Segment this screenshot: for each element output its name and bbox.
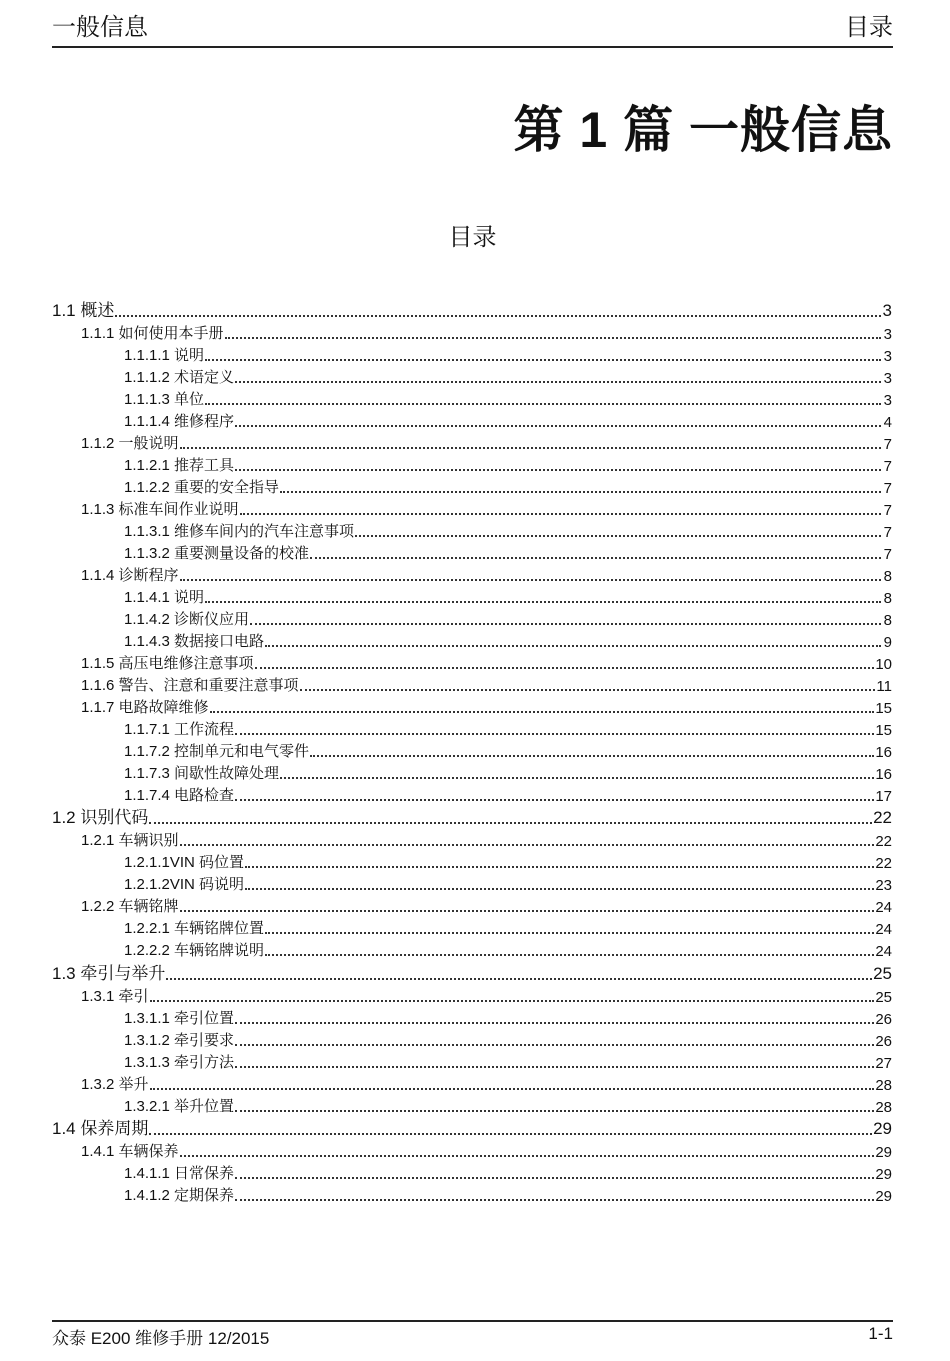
dot-leader (235, 1110, 874, 1112)
dot-leader (265, 645, 881, 647)
toc-entry-title: 1.1.2 一般说明 (81, 434, 179, 452)
toc-entry-page: 3 (883, 347, 892, 365)
dot-leader (210, 711, 875, 713)
toc-entry[interactable] (52, 783, 892, 805)
toc-entry[interactable] (52, 497, 892, 519)
toc-entry[interactable] (52, 1094, 892, 1116)
toc-entry-title: 1.3 牵引与举升 (52, 963, 166, 983)
dot-leader (205, 601, 881, 603)
toc-entry-page: 8 (883, 567, 892, 585)
toc-entry-page: 25 (875, 988, 892, 1006)
toc-entry-title: 1.1.1.1 说明 (124, 346, 205, 364)
dot-leader (235, 1044, 874, 1046)
toc-entry[interactable] (52, 960, 892, 984)
toc-entry[interactable] (52, 828, 892, 850)
toc-heading: 目录 (448, 224, 497, 251)
toc-entry-title: 1.1.2.2 重要的安全指导 (124, 478, 280, 496)
toc-entry-title: 1.1.7 电路故障维修 (81, 698, 209, 716)
toc-entry-page: 3 (883, 369, 892, 387)
dot-leader (225, 337, 881, 339)
toc-entry[interactable] (52, 607, 892, 629)
dot-leader (280, 777, 874, 779)
dot-leader (235, 1022, 874, 1024)
toc-entry[interactable] (52, 297, 892, 321)
toc-entry-title: 1.3.1.3 牵引方法 (124, 1053, 235, 1071)
toc-entry-title: 1.4.1.2 定期保养 (124, 1187, 235, 1204)
toc-entry-page: 9 (883, 633, 892, 651)
toc-entry[interactable] (52, 475, 892, 497)
toc-entry[interactable] (52, 321, 892, 343)
toc-entry[interactable] (52, 805, 892, 829)
toc-entry-title: 1.1.4.3 数据接口电路 (124, 632, 265, 650)
toc-entry-page: 7 (883, 501, 892, 519)
toc-entry[interactable] (52, 739, 892, 761)
dot-leader (150, 1088, 875, 1090)
toc-entry-title: 1.4 保养周期 (52, 1119, 149, 1138)
toc-entry-title: 1.2.2 车辆铭牌 (81, 898, 179, 915)
toc-entry[interactable] (52, 343, 892, 365)
toc-entry[interactable] (52, 1050, 892, 1072)
dot-leader (250, 623, 881, 625)
toc-entry-title: 1.1.4.2 诊断仪应用 (124, 610, 250, 628)
toc-entry-title: 1.3.2 举升 (81, 1075, 149, 1093)
toc-entry-page: 3 (882, 300, 892, 320)
toc-entry[interactable] (52, 541, 892, 563)
dot-leader (180, 579, 881, 581)
toc-entry-title: 1.1.2.1 推荐工具 (124, 456, 235, 474)
toc-entry[interactable] (52, 431, 892, 453)
toc-entry-title: 1.3.1.2 牵引要求 (124, 1031, 235, 1049)
toc-entry[interactable] (52, 585, 892, 607)
toc-entry-page: 15 (875, 699, 892, 717)
toc-entry-page: 24 (875, 899, 892, 916)
toc-entry-title: 1.3.1 牵引 (81, 987, 149, 1005)
toc-entry[interactable] (52, 1072, 892, 1094)
toc-entry[interactable] (52, 387, 892, 409)
toc-entry-page: 29 (875, 1144, 892, 1161)
toc-entry-title: 1.1.3.2 重要测量设备的校准 (124, 544, 310, 562)
toc-entry-title: 1.4.1.1 日常保养 (124, 1165, 235, 1182)
toc-entry-page: 8 (883, 589, 892, 607)
toc-entry-title: 1.1.1.3 单位 (124, 390, 205, 408)
toc-entry-title: 1.2.1 车辆识别 (81, 832, 179, 849)
toc-entry-title: 1.1.4.1 说明 (124, 588, 205, 606)
toc-entry-page: 22 (875, 855, 892, 872)
toc-entry-title: 1.3.2.1 举升位置 (124, 1097, 235, 1115)
header-section-title: 一般信息 (52, 14, 148, 41)
dot-leader (245, 866, 874, 868)
toc-entry-title: 1.2.1.2VIN 码说明 (124, 876, 245, 893)
toc-entry-title: 1.1.7.4 电路检查 (124, 786, 235, 804)
toc-entry-title: 1.1 概述 (52, 300, 115, 320)
dot-leader (235, 1199, 874, 1201)
toc-entry-page: 28 (875, 1076, 892, 1094)
toc-entry-page: 24 (875, 943, 892, 960)
toc-entry-page: 17 (875, 787, 892, 805)
toc-entry-page: 25 (873, 963, 892, 983)
dot-leader (235, 425, 881, 427)
dot-leader (180, 447, 881, 449)
toc-entry-title: 1.1.7.3 间歇性故障处理 (124, 764, 280, 782)
toc-entry[interactable] (52, 453, 892, 475)
toc-entry[interactable] (52, 695, 892, 717)
toc-entry[interactable] (52, 629, 892, 651)
toc-entry-title: 1.1.4 诊断程序 (81, 566, 179, 584)
toc-entry[interactable] (52, 717, 892, 739)
dot-leader (235, 469, 881, 471)
footer-manual-title: 众泰 E200 维修手册 12/2015 (52, 1329, 270, 1348)
dot-leader (355, 535, 881, 537)
dot-leader (235, 1177, 874, 1179)
dot-leader (240, 513, 881, 515)
toc-entry-title: 1.1.7.1 工作流程 (124, 720, 235, 738)
toc-entry[interactable] (52, 872, 892, 894)
toc-entry[interactable] (52, 938, 892, 960)
toc-entry[interactable] (52, 894, 892, 916)
dot-leader (149, 1133, 872, 1135)
footer-page-number: 1-1 (868, 1324, 893, 1343)
dot-leader (235, 1066, 874, 1068)
toc-entry-page: 23 (875, 877, 892, 894)
dot-leader (300, 689, 876, 691)
dot-leader (235, 381, 881, 383)
toc-entry-title: 1.4.1 车辆保养 (81, 1143, 179, 1160)
dot-leader (180, 910, 875, 912)
toc-entry[interactable] (52, 409, 892, 431)
toc-entry[interactable] (52, 673, 892, 695)
dot-leader (166, 978, 872, 980)
toc-entry[interactable] (52, 365, 892, 387)
toc-entry-page: 7 (883, 435, 892, 453)
toc-entry[interactable] (52, 1139, 892, 1161)
toc-entry[interactable] (52, 563, 892, 585)
toc-entry-page: 27 (875, 1054, 892, 1072)
dot-leader (180, 1155, 875, 1157)
toc-entry[interactable] (52, 1116, 892, 1140)
toc-entry-page: 7 (883, 545, 892, 563)
toc-entry-page: 24 (875, 921, 892, 938)
toc-entry-page: 29 (875, 1166, 892, 1183)
toc-entry-title: 1.2.2.2 车辆铭牌说明 (124, 942, 265, 959)
dot-leader (149, 822, 872, 824)
dot-leader (235, 733, 874, 735)
toc-entry[interactable] (52, 984, 892, 1006)
toc-entry[interactable] (52, 761, 892, 783)
toc-entry[interactable] (52, 1028, 892, 1050)
toc-entry-title: 1.1.3 标准车间作业说明 (81, 500, 239, 518)
toc-entry-page: 26 (875, 1032, 892, 1050)
toc-entry-title: 1.1.3.1 维修车间内的汽车注意事项 (124, 522, 355, 540)
dot-leader (265, 954, 874, 956)
dot-leader (265, 932, 874, 934)
toc-entry-page: 3 (883, 391, 892, 409)
page-header (52, 10, 893, 48)
toc-entry-page: 28 (875, 1098, 892, 1116)
toc-entry-page: 7 (883, 479, 892, 497)
toc-entry-page: 15 (875, 721, 892, 739)
toc-entry-page: 22 (875, 833, 892, 850)
toc-entry-page: 7 (883, 457, 892, 475)
header-toc-label: 目录 (845, 14, 893, 41)
toc-entry-title: 1.1.1 如何使用本手册 (81, 324, 224, 342)
toc-entry-title: 1.2 识别代码 (52, 808, 149, 827)
toc-entry[interactable] (52, 1183, 892, 1205)
dot-leader (150, 1000, 875, 1002)
dot-leader (205, 403, 881, 405)
toc-entry-page: 8 (883, 611, 892, 629)
toc-entry-title: 1.1.1.4 维修程序 (124, 412, 235, 430)
dot-leader (280, 491, 881, 493)
dot-leader (245, 888, 874, 890)
toc-entry[interactable] (52, 916, 892, 938)
toc-entry-title: 1.1.6 警告、注意和重要注意事项 (81, 676, 299, 694)
dot-leader (235, 799, 874, 801)
toc-entry-title: 1.3.1.1 牵引位置 (124, 1009, 235, 1027)
toc-entry-page: 3 (883, 325, 892, 343)
toc-entry-page: 26 (875, 1010, 892, 1028)
dot-leader (310, 557, 881, 559)
toc-entry-title: 1.2.2.1 车辆铭牌位置 (124, 920, 265, 937)
toc-entry-page: 16 (875, 743, 892, 761)
toc-entry[interactable] (52, 850, 892, 872)
toc-entry[interactable] (52, 1006, 892, 1028)
toc-entry-page: 29 (873, 1119, 892, 1138)
toc-entry-page: 7 (883, 523, 892, 541)
dot-leader (205, 359, 881, 361)
toc-entry-page: 4 (883, 413, 892, 431)
toc-entry-title: 1.1.5 高压电维修注意事项 (81, 654, 254, 672)
toc-entry-page: 16 (875, 765, 892, 783)
toc-entry-title: 1.1.7.2 控制单元和电气零件 (124, 742, 310, 760)
dot-leader (310, 755, 874, 757)
toc-entry-page: 22 (873, 808, 892, 827)
toc-entry[interactable] (52, 519, 892, 541)
dot-leader (255, 667, 875, 669)
toc-entry[interactable] (52, 1161, 892, 1183)
table-of-contents (52, 297, 892, 1205)
toc-entry-page: 10 (875, 655, 892, 673)
toc-entry-page: 11 (876, 677, 892, 695)
toc-entry-page: 29 (875, 1188, 892, 1205)
page-footer (52, 1320, 893, 1349)
dot-leader (180, 844, 875, 846)
toc-entry-title: 1.2.1.1VIN 码位置 (124, 854, 245, 871)
chapter-title: 第 1 篇 一般信息 (513, 102, 893, 158)
dot-leader (115, 315, 881, 317)
toc-entry[interactable] (52, 651, 892, 673)
toc-entry-title: 1.1.1.2 术语定义 (124, 368, 235, 386)
